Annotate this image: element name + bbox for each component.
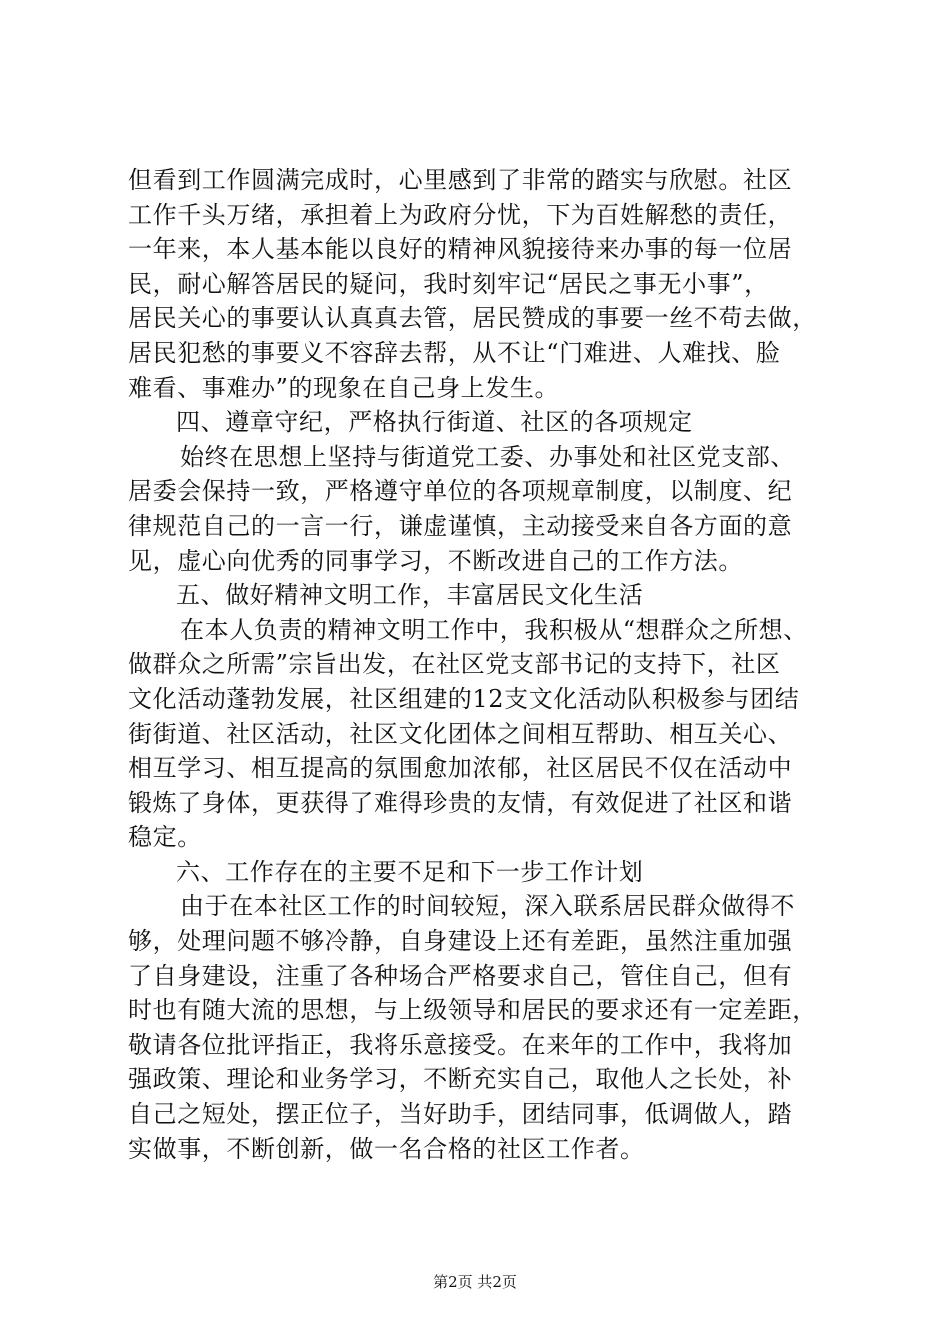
text-line: 做群众之所需”宗旨出发，在社区党支部书记的支持下，社区 xyxy=(128,650,781,679)
text-line: 工作千头万绪，承担着上为政府分忧，下为百姓解愁的责任， xyxy=(128,200,793,229)
document-body xyxy=(128,163,832,1166)
text-line: 居民关心的事要认认真真去管，居民赞成的事要一丝不苟去做， xyxy=(128,304,817,333)
text-line: 民，耐心解答居民的疑问，我时刻牢记“居民之事无小事”， xyxy=(128,269,769,298)
text-line: 由于在本社区工作的时间较短，深入联系居民群众做得不 xyxy=(180,892,795,921)
text-line: 六、工作存在的主要不足和下一步工作计划 xyxy=(176,857,644,886)
text-line: 锻炼了身体，更获得了难得珍贵的友情，有效促进了社区和谐 xyxy=(128,788,793,817)
text-line: 律规范自己的一言一行，谦虚谨慎，主动接受来自各方面的意 xyxy=(128,511,793,540)
text-line: 五、做好精神文明工作，丰富居民文化生活 xyxy=(176,581,644,610)
text-line: 敬请各位批评指正，我将乐意接受。在来年的工作中，我将加 xyxy=(128,1030,793,1059)
text-line: 了自身建设，注重了各种场合严格要求自己，管住自己，但有 xyxy=(128,961,793,990)
text-line: 街街道、社区活动，社区文化团体之间相互帮助、相互关心、 xyxy=(128,719,793,748)
page-footer: 第2页 共2页 xyxy=(433,1273,517,1291)
text-line: 四、遵章守纪，严格执行街道、社区的各项规定 xyxy=(176,408,693,437)
text-line: 够，处理问题不够冷静，自身建设上还有差距，虽然注重加强 xyxy=(128,927,793,956)
text-line: 自己之短处，摆正位子，当好助手，团结同事，低调做人，踏 xyxy=(128,1100,793,1129)
text-line: 时也有随大流的思想，与上级领导和居民的要求还有一定差距， xyxy=(128,996,817,1025)
text-line: 强政策、理论和业务学习，不断充实自己，取他人之长处，补 xyxy=(128,1065,793,1094)
text-line: 稳定。 xyxy=(128,823,202,852)
text-line: 一年来，本人基本能以良好的精神风貌接待来办事的每一位居 xyxy=(128,235,793,264)
text-line: 居民犯愁的事要义不容辞去帮，从不让“门难进、人难找、脸 xyxy=(128,338,781,367)
text-line: 相互学习、相互提高的氛围愈加浓郁，社区居民不仅在活动中 xyxy=(128,754,793,783)
text-line: 实做事，不断创新，做一名合格的社区工作者。 xyxy=(128,1134,645,1163)
text-line: 难看、事难办”的现象在自己身上发生。 xyxy=(128,373,560,402)
text-line: 文化活动蓬勃发展，社区组建的12支文化活动队积极参与团结 xyxy=(128,684,800,713)
text-line: 但看到工作圆满完成时，心里感到了非常的踏实与欣慰。社区 xyxy=(128,166,793,194)
text-line: 居委会保持一致，严格遵守单位的各项规章制度，以制度、纪 xyxy=(128,477,793,506)
text-line: 在本人负责的精神文明工作中，我积极从“想群众之所想、 xyxy=(180,615,808,644)
text-line: 见，虚心向优秀的同事学习，不断改进自己的工作方法。 xyxy=(128,546,743,575)
text-line: 始终在思想上坚持与街道党工委、办事处和社区党支部、 xyxy=(180,442,795,471)
